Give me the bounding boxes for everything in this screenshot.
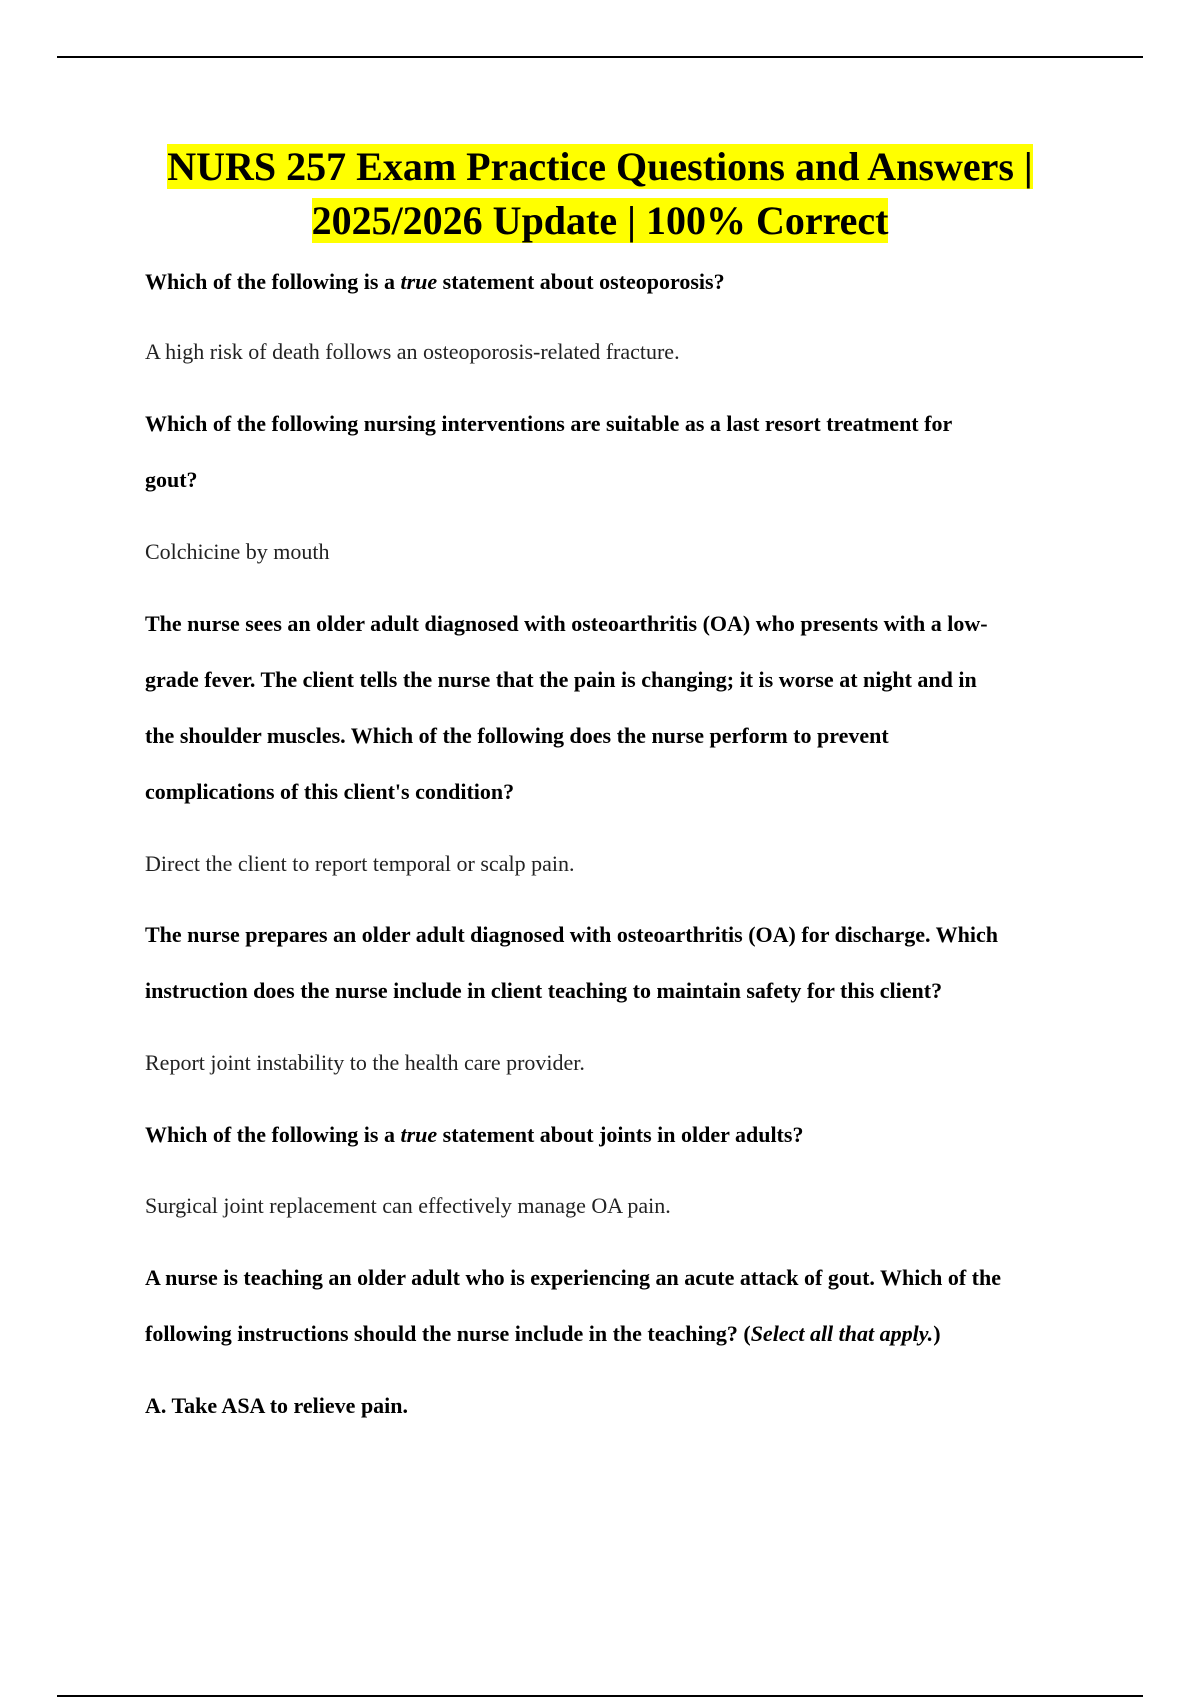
question-5 [145, 1107, 1105, 1163]
answer-1: A high risk of death follows an osteoporosis-related fracture. [145, 339, 680, 364]
document-title [60, 140, 1140, 248]
question-2-line-2: gout? [145, 467, 198, 492]
question-4 [145, 907, 1105, 1019]
question-6 [145, 1250, 1105, 1362]
title-line-1: NURS 257 Exam Practice Questions and Answers | [167, 144, 1033, 189]
question-1 [145, 254, 1105, 310]
title-line-2: 2025/2026 Update | 100% Correct [311, 198, 889, 243]
question-3-line-1: The nurse sees an older adult diagnosed with osteoarthritis (OA) who presents with a low- [145, 611, 988, 636]
answer-2: Colchicine by mouth [145, 539, 330, 564]
question-4-line-2: instruction does the nurse include in client teaching to maintain safety for this client? [145, 978, 943, 1003]
question-6-line-2-emphasis: Select all that apply. [750, 1321, 934, 1346]
question-6-line-1: A nurse is teaching an older adult who is experiencing an acute attack of gout. Which of the [145, 1265, 1001, 1290]
question-5-emphasis: true [400, 1122, 438, 1147]
question-5-text-end: statement about joints in older adults? [437, 1122, 804, 1147]
question-3 [145, 596, 1105, 820]
question-2 [145, 396, 1105, 508]
question-4-line-1: The nurse prepares an older adult diagnosed with osteoarthritis (OA) for discharge. Which [145, 922, 998, 947]
question-3-line-4: complications of this client's condition? [145, 779, 515, 804]
question-1-emphasis: true [400, 269, 438, 294]
answer-5: Surgical joint replacement can effectively manage OA pain. [145, 1193, 671, 1218]
bottom-rule [57, 1695, 1143, 1697]
question-6-line-2-end: ) [933, 1321, 941, 1346]
top-rule [57, 56, 1143, 58]
question-1-text-end: statement about osteoporosis? [437, 269, 725, 294]
option-a: A. Take ASA to relieve pain. [145, 1393, 409, 1418]
question-2-line-1: Which of the following nursing interventions are suitable as a last resort treatment for [145, 411, 953, 436]
question-3-line-2: grade fever. The client tells the nurse that the pain is changing; it is worse at night and in [145, 667, 977, 692]
question-5-text-start: Which of the following is a [145, 1122, 401, 1147]
answer-4: Report joint instability to the health care provider. [145, 1050, 585, 1075]
question-1-text-start: Which of the following is a [145, 269, 401, 294]
answer-3: Direct the client to report temporal or scalp pain. [145, 851, 575, 876]
question-3-line-3: the shoulder muscles. Which of the following does the nurse perform to prevent [145, 723, 889, 748]
question-6-line-2-start: following instructions should the nurse include in the teaching? ( [145, 1321, 751, 1346]
